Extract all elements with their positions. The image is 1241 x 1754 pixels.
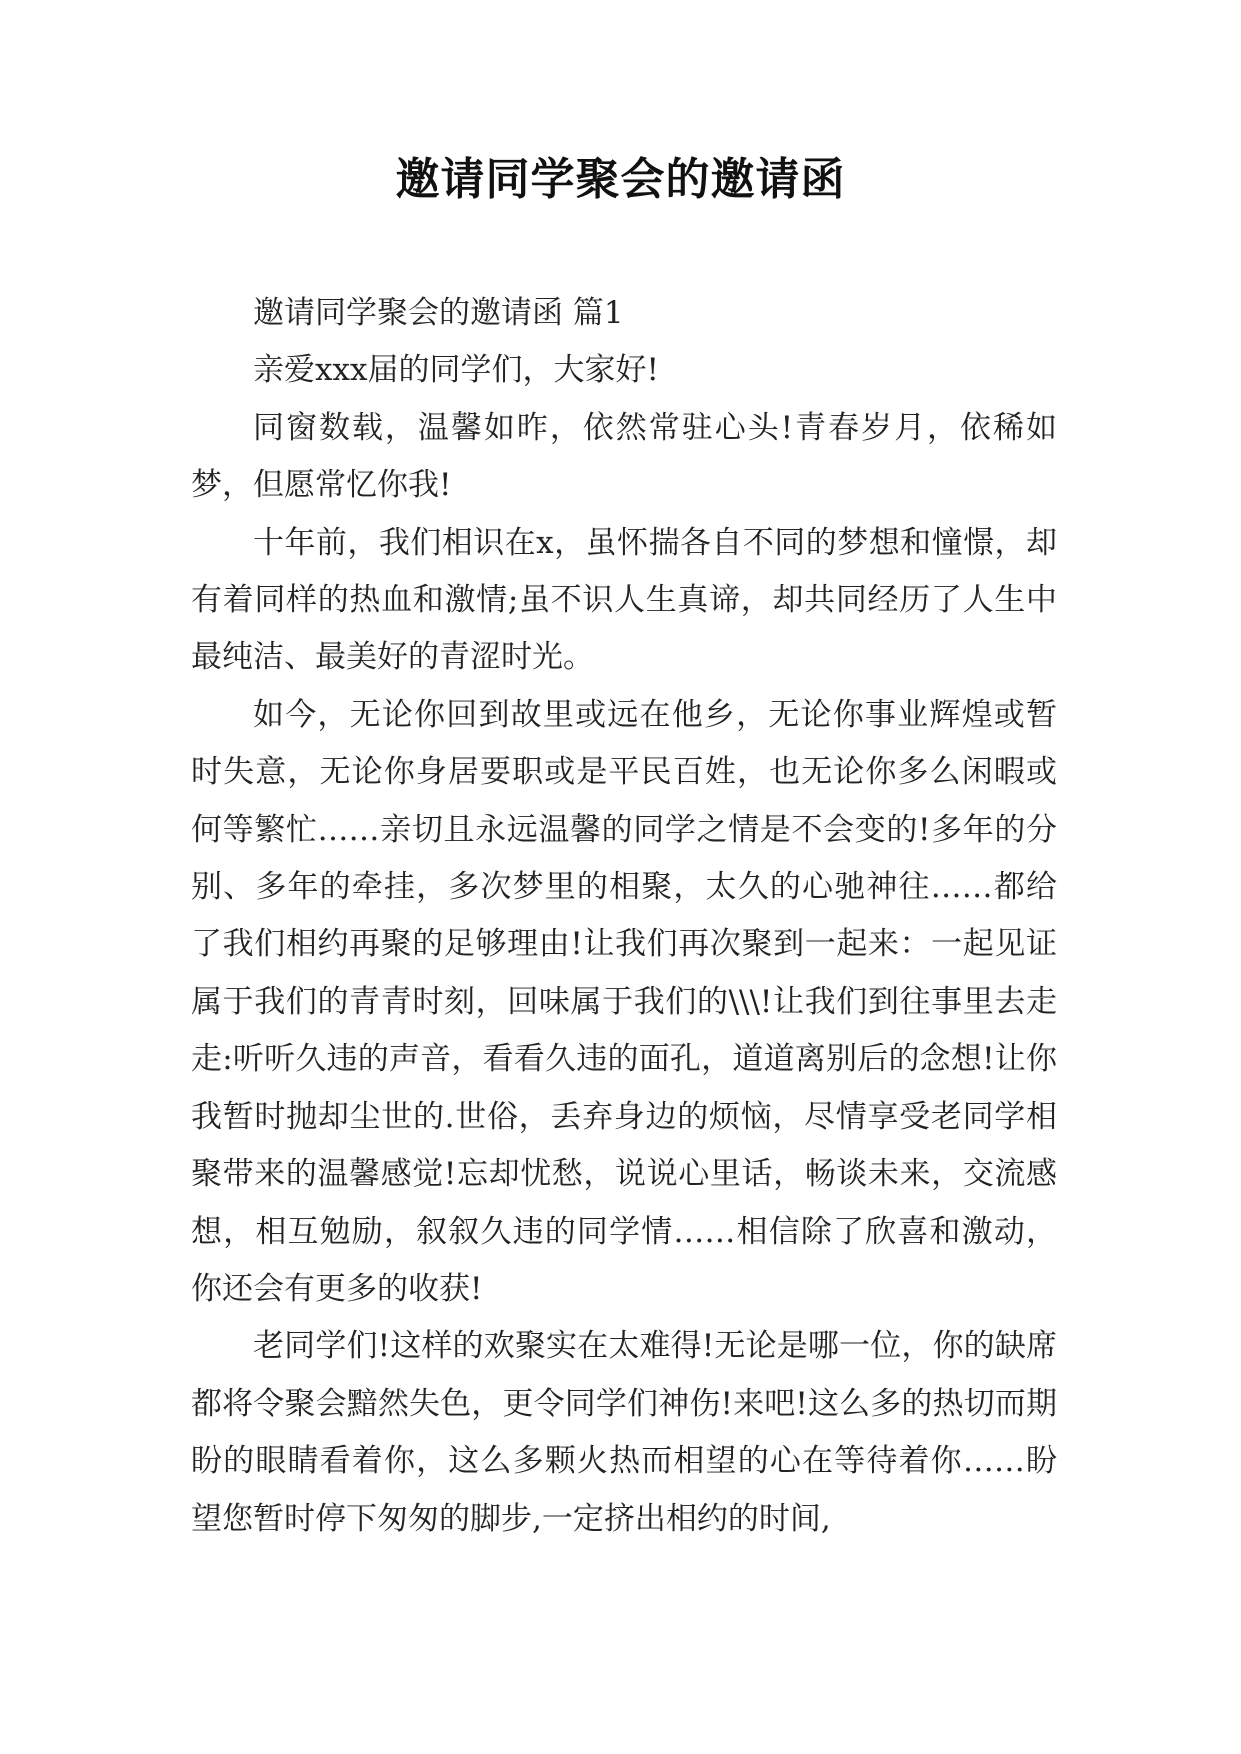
section-heading: 邀请同学聚会的邀请函 篇1: [253, 295, 624, 331]
body-paragraph: 同窗数载，温馨如昨，依然常驻心头!青春岁月，依稀如梦，但愿常忆你我!: [191, 409, 1057, 504]
greeting-paragraph: 亲爱xxx届的同学们，大家好!: [253, 352, 659, 389]
page-title: 邀请同学聚会的邀请函: [395, 154, 846, 205]
body-paragraph: 十年前，我们相识在x，虽怀揣各自不同的梦想和憧憬，却有着同样的热血和激情;虽不识人生真谛，却共同经历了人生中最纯洁、最美好的青涩时光。: [191, 524, 1057, 676]
document-body: [191, 285, 1057, 1548]
body-paragraph: 如今，无论你回到故里或远在他乡，无论你事业辉煌或暂时失意，无论你身居要职或是平民百姓，也无论你多么闲暇或何等繁忙……亲切且永远温馨的同学之情是不会变的!多年的分别、多年的牵挂，多次梦里的相聚，太久的心驰神往……都给了我们相约再聚的足够理由!让我们再次聚到一起来：一起见证属于我们的青青时刻，回味属于我们的\\\!让我们到往事里去走走:听听久违的声音，看看久违的面孔，道道离别后的念想!让你我暂时抛却尘世的.世俗，丢弃身边的烦恼，尽情享受老同学相聚带来的温馨感觉!忘却忧愁，说说心里话，畅谈未来，交流感想，相互勉励，叙叙久违的同学情……相信除了欣喜和激动，你还会有更多的收获!: [191, 696, 1057, 1307]
body-paragraph: 老同学们!这样的欢聚实在太难得!无论是哪一位，你的缺席都将令聚会黯然失色，更令同学们神伤!来吧!这么多的热切而期盼的眼睛看着你，这么多颗火热而相望的心在等待着你……盼望您暂时停下匆匆的脚步,一定挤出相约的时间,: [191, 1328, 1057, 1537]
